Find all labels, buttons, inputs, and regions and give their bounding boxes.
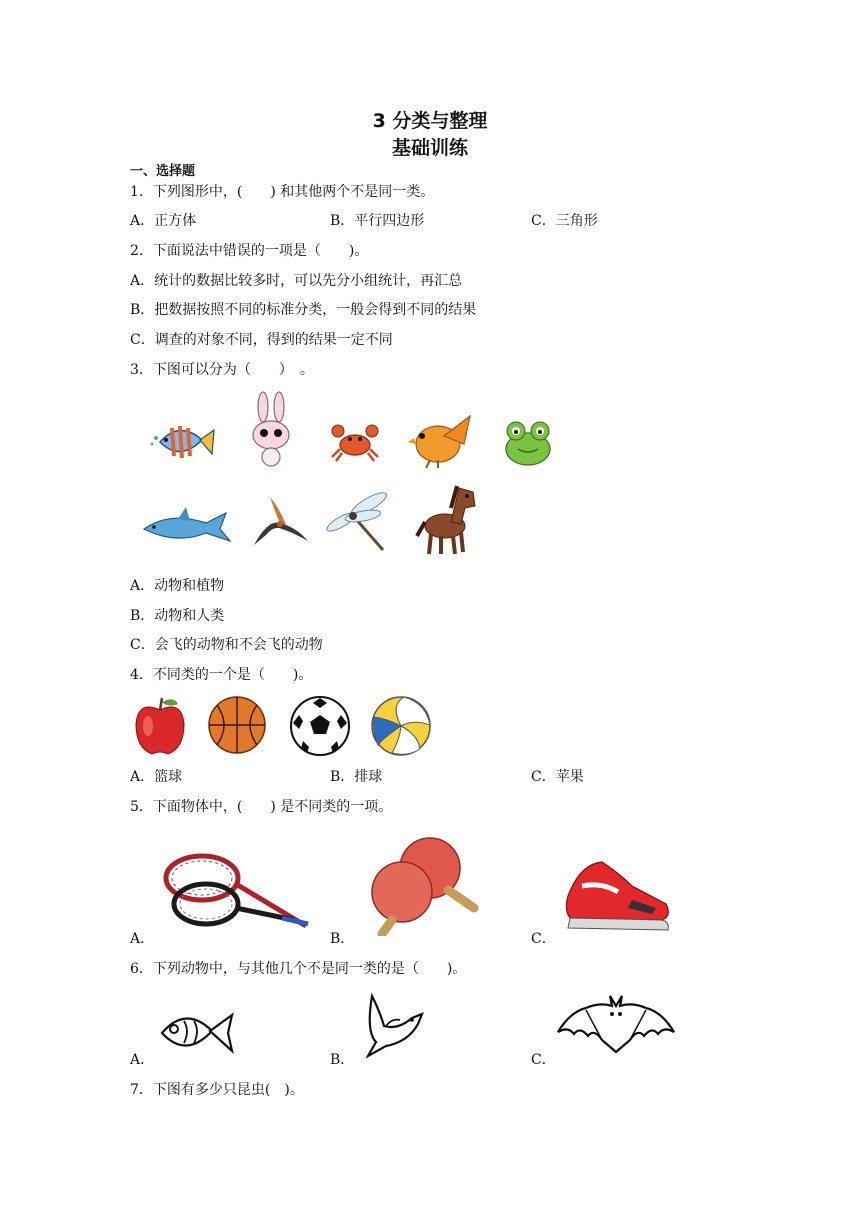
question-1-option-c[interactable]: C．三角形 xyxy=(531,213,598,229)
question-2-option-b[interactable]: B．把数据按照不同的标准分类，一般会得到不同的结果 xyxy=(130,302,477,318)
dolphin-icon xyxy=(140,505,232,549)
question-3-option-b[interactable]: B．动物和人类 xyxy=(130,608,225,624)
fish-outline-icon xyxy=(158,1003,236,1061)
question-2-stem: 2．下面说法中错误的一项是（ )。 xyxy=(130,243,369,259)
dragonfly-icon xyxy=(325,488,395,558)
question-4-option-c[interactable]: C．苹果 xyxy=(531,769,584,785)
section-heading: 一、选择题 xyxy=(130,164,196,179)
apple-icon xyxy=(132,696,188,756)
question-3-stem: 3．下图可以分为（ ） 。 xyxy=(130,362,314,378)
frog-icon xyxy=(500,417,556,469)
question-5-stem: 5．下面物体中，( ) 是不同类的一项。 xyxy=(130,799,393,815)
page-subtitle: 基础训练 xyxy=(391,137,468,159)
question-2-option-c[interactable]: C．调查的对象不同，得到的结果一定不同 xyxy=(130,332,393,348)
question-7-stem: 7．下图有多少只昆虫( )。 xyxy=(130,1082,304,1098)
ping-pong-paddles-icon xyxy=(362,836,480,936)
question-3-option-c[interactable]: C．会飞的动物和不会飞的动物 xyxy=(130,637,323,653)
bat-outline-icon xyxy=(556,992,676,1056)
page-title: 3 分类与整理 xyxy=(372,110,488,132)
swallow-icon xyxy=(250,495,310,547)
question-4-option-b[interactable]: B．排球 xyxy=(330,769,383,785)
dove-outline-icon xyxy=(362,990,426,1058)
question-4-stem: 4．不同类的一个是（ )。 xyxy=(130,667,313,683)
volleyball-icon xyxy=(370,695,432,757)
question-6-option-b[interactable]: B． xyxy=(330,1052,355,1068)
sneaker-icon xyxy=(562,856,674,936)
bird-icon xyxy=(408,410,472,470)
basketball-icon xyxy=(207,695,267,755)
tennis-rackets-icon xyxy=(162,850,312,934)
question-6-option-a[interactable]: A． xyxy=(130,1052,155,1068)
question-4-option-a[interactable]: A．篮球 xyxy=(130,769,183,785)
horse-icon xyxy=(415,478,481,556)
crab-icon xyxy=(330,421,380,463)
question-5-option-c[interactable]: C． xyxy=(531,931,556,947)
question-5-option-a[interactable]: A． xyxy=(130,931,155,947)
question-5-option-b[interactable]: B． xyxy=(330,931,355,947)
rabbit-icon xyxy=(248,391,294,467)
fish-icon xyxy=(148,418,216,464)
question-1-option-b[interactable]: B．平行四边形 xyxy=(330,213,425,229)
question-1-stem: 1．下列图形中，( ) 和其他两个不是同一类。 xyxy=(130,184,435,200)
question-2-option-a[interactable]: A．统计的数据比较多时，可以先分小组统计，再汇总 xyxy=(130,273,463,289)
question-6-option-c[interactable]: C． xyxy=(531,1052,556,1068)
question-3-option-a[interactable]: A．动物和植物 xyxy=(130,578,225,594)
question-1-option-a[interactable]: A．正方体 xyxy=(130,213,197,229)
soccer-ball-icon xyxy=(289,695,351,757)
question-6-stem: 6．下列动物中，与其他几个不是同一类的是（ )。 xyxy=(130,961,467,977)
